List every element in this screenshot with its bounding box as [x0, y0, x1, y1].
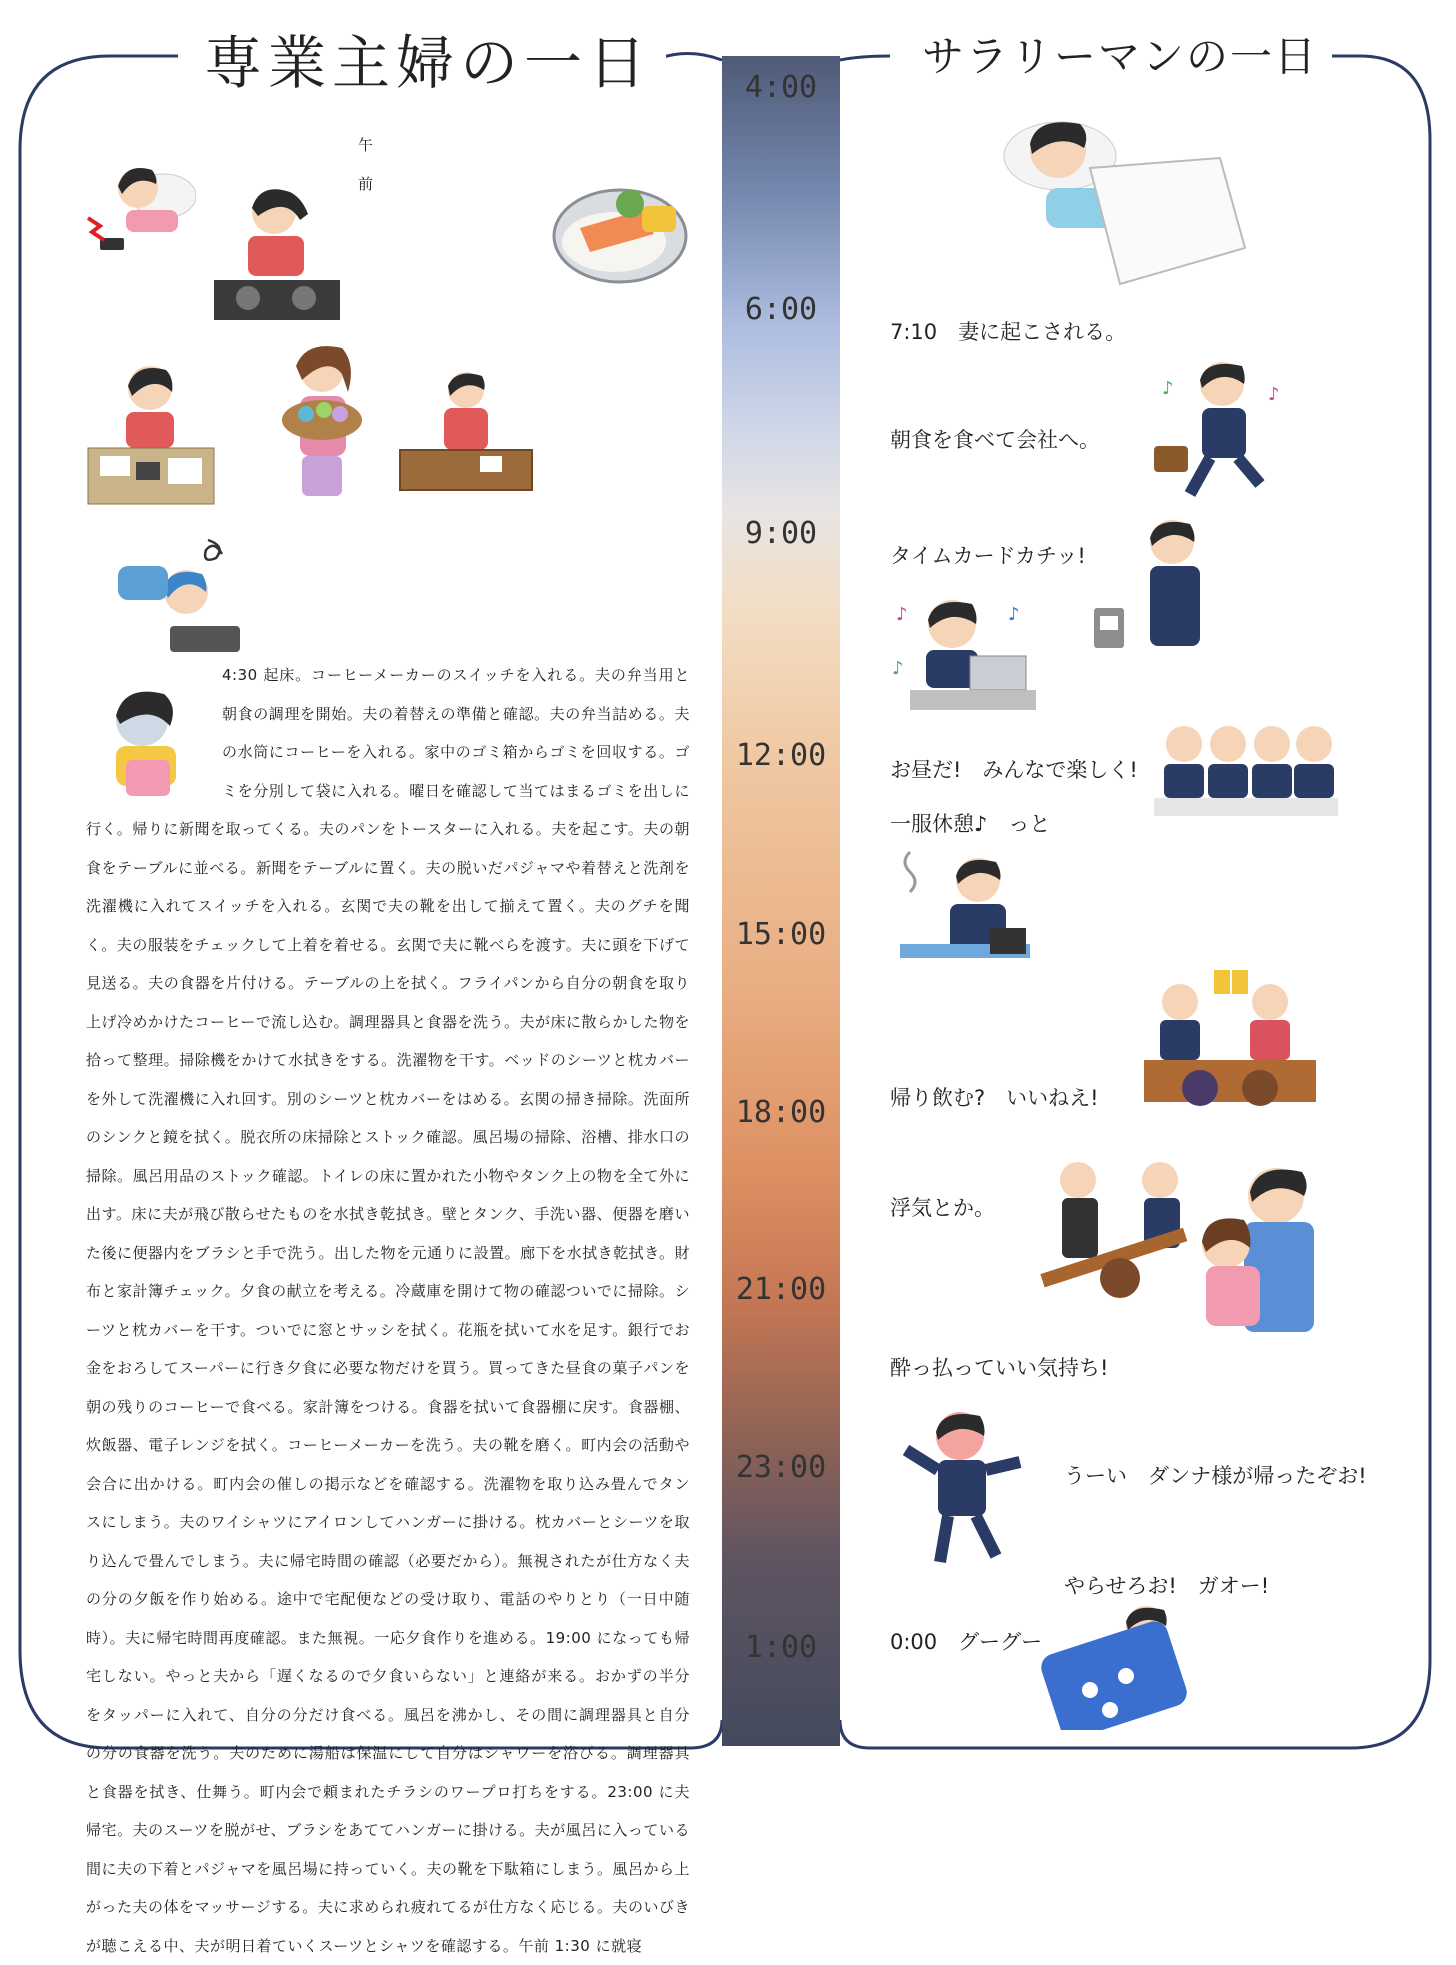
- svg-text:♪: ♪: [896, 604, 908, 625]
- woman-waking-illustration: [86, 148, 196, 253]
- time-tick: 21:00: [735, 1272, 827, 1307]
- coworkers-drinking-illustration: [1140, 956, 1320, 1106]
- time-tick: 23:00: [735, 1450, 827, 1485]
- salaryman-timecard-illustration: [1090, 512, 1220, 662]
- woman-wiping-table-illustration: [396, 366, 536, 494]
- time-tick: 4:00: [744, 70, 818, 105]
- salaryman-sleeping-futon-illustration: [1040, 1600, 1190, 1730]
- time-tick: 18:00: [735, 1095, 827, 1130]
- woman-exhausted-floor-illustration: [108, 536, 248, 656]
- salaryman-commuting-illustration: [1150, 354, 1290, 504]
- svg-text:♪: ♪: [1008, 604, 1020, 625]
- caption-wake: 7:10 妻に起こされる。: [890, 320, 1127, 344]
- salaryman-smoking-illustration: [880, 848, 1040, 998]
- svg-text:♪: ♪: [892, 658, 904, 679]
- caption-home: うーい ダンナ様が帰ったぞお!: [1064, 1464, 1367, 1488]
- salaryman-title: サラリーマンの一日: [908, 24, 1332, 84]
- time-tick: 15:00: [735, 917, 827, 952]
- woman-sick-illustration: [86, 680, 206, 810]
- svg-text:♪: ♪: [1268, 384, 1280, 405]
- caption-timecard: タイムカードカチッ!: [890, 544, 1086, 568]
- caption-lunch: お昼だ! みんなで楽しく!: [890, 758, 1138, 782]
- caption-drunk: 酔っ払っていい気持ち!: [890, 1356, 1109, 1380]
- bento-box-illustration: [550, 176, 690, 286]
- time-tick: 9:00: [744, 516, 818, 551]
- time-tick: 6:00: [744, 292, 818, 327]
- salaryman-sleeping-illustration: [1000, 98, 1250, 288]
- caption-commute: 朝食を食べて会社へ。: [890, 428, 1100, 452]
- time-tick: 1:00: [744, 1630, 818, 1665]
- salaryman-laptop-illustration: [890, 590, 1040, 720]
- time-tick: 12:00: [735, 738, 827, 773]
- coworkers-lunch-illustration: [1150, 714, 1340, 824]
- affair-illustration: [1030, 1152, 1330, 1342]
- caption-demand: やらせろお! ガオー!: [1064, 1574, 1270, 1598]
- woman-cleaning-stove-illustration: [212, 174, 342, 324]
- caption-drink: 帰り飲む? いいねえ!: [890, 1086, 1099, 1110]
- caption-break: 一服休憩♪ っと: [890, 812, 1051, 836]
- caption-affair: 浮気とか。: [890, 1196, 995, 1220]
- svg-text:♪: ♪: [1162, 378, 1174, 399]
- woman-household-accounts-illustration: [86, 358, 216, 508]
- caption-sleep: 0:00 グーグー: [890, 1630, 1043, 1654]
- woman-carrying-laundry-illustration: [262, 340, 382, 515]
- housewife-schedule: [86, 126, 690, 1955]
- drunk-salaryman-illustration: [900, 1396, 1030, 1566]
- housewife-title: 専業主婦の一日: [190, 16, 666, 100]
- housewife-schedule-text: 午前 4:30 起床。コーヒーメーカーのスイッチを入れる。夫の弁当用と朝食の調理を開始。夫の着替えの準備と確認。夫の弁当詰める。夫の水筒にコーヒーを入れる。家中のゴミ箱からゴミを回収する。ゴミを分別して袋に入れる。曜日を確認して当てはまるゴミを出しに行く。帰りに新聞を取ってくる。夫のパンをトースターに入れる。夫を起こす。夫の朝食をテーブルに並べる。新聞をテーブルに置く。夫の脱いだパジャマや着替えと洗剤を洗濯機に入れてスイッチを入れる。玄関で夫の靴を出して揃えて置く。夫のグチを聞く。夫の服装をチェックして上着を着せる。玄関で夫に靴べらを渡す。夫に頭を下げて見送る。夫の食器を片付ける。テーブルの上を拭く。フライパンから自分の朝食を取り上げ冷めかけたコーヒーで流し込む。調理器具と食器を洗う。夫が床に散らかした物を拾って整理。掃除機をかけて水拭きをする。洗濯物を干す。ベッドのシーツと枕カバーを外して洗濯機に入れ回す。別のシーツと枕カバーをはめる。玄関の掃き掃除。洗面所のシンクと鏡を拭く。脱衣所の床掃除とストック確認。風呂場の掃除、浴槽、排水口の掃除。風呂用品のストック確認。トイレの床に置かれた小物やタンク上の物を全て外に出す。床に夫が飛び散らせたものを水拭き乾拭き。壁とタンク、手洗い器、便器を磨いた後に便器内をブラシと手で洗う。出した物を元通りに設置。廊下を水拭き乾拭き。財布と家計簿チェック。夕食の献立を考える。冷蔵庫を開けて物の確認ついでに掃除。シーツと枕カバーを干す。ついでに窓とサッシを拭く。花瓶を拭いて水を足す。銀行でお金をおろしてスーパーに行き夕食に必要な物だけを買う。買ってきた昼食の菓子パンを朝の残りのコーヒーで食べる。家計簿をつける。食器を拭いて食器棚に戻す。食器棚、炊飯器、電子レンジを拭く。コーヒーメーカーを洗う。夫の靴を磨く。町内会の活動や会合に出かける。町内会の催しの掲示などを確認する。洗濯物を取り込み畳んでタンスにしまう。夫のワイシャツにアイロンしてハンガーに掛ける。枕カバーとシーツを取り込んで畳んでしまう。夫に帰宅時間の確認（必要だから）。無視されたが仕方なく夫の分の夕飯を作り始める。途中で宅配便などの受け取り、電話のやりとり（一日中随時）。夫に帰宅時間再度確認。また無視。一応夕食作りを進める。19:00 になっても帰宅しない。やっと夫から「遅くなるので夕食いらない」と連絡が来る。おかずの半分をタッパーに入れて、自分の分だけ食べる。風呂を沸かし、その間に調理器具と自分の分の食器を洗う。夫のために湯船は保温にして自分はシャワーを浴びる。調理器具と食器を拭き、仕舞う。町内会で頼まれたチラシのワープロ打ちをする。23:00 に夫帰宅。夫のスーツを脱がせ、ブラシをあててハンガーに掛ける。夫が風呂に入っている間に夫の下着とパジャマを風呂場に持っていく。夫の靴を下駄箱にしまう。風呂から上がった夫の体をマッサージする。夫に求められ疲れてるが仕方なく応じる。夫のいびきが聴こえる中、夫が明日着ていくスーツとシャツを確認する。午前 1:30 に就寝: [86, 136, 690, 1955]
